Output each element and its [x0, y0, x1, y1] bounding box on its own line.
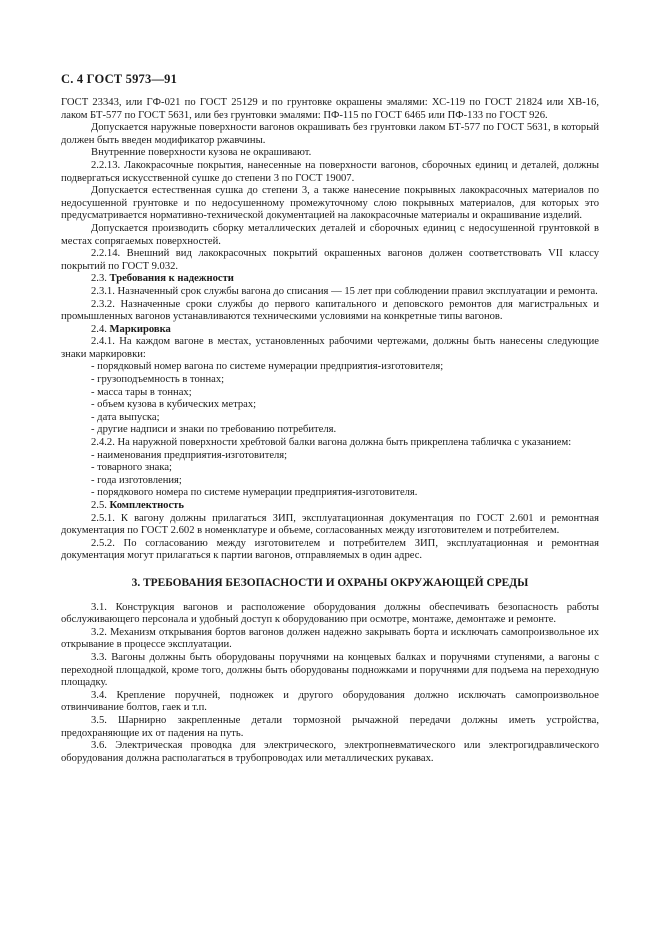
list-item: - масса тары в тоннах;: [91, 386, 192, 398]
paragraph: Внутренние поверхности кузова не окрашивают.: [91, 147, 312, 159]
list-item: - объем кузова в кубических метрах;: [91, 399, 257, 411]
list-item: - порядковый номер вагона по системе нумерации предприятия-изготовителя;: [91, 361, 444, 373]
subsection-2-3-heading: [61, 273, 599, 286]
paragraph: Допускается естественная сушка до степени 3, а также нанесение покрывных лакокрасочных материалов по недосушенной грунтовке и по недосушенному промежуточному слою покрывных материалов, для которых это предусматривается нормативно-технической документацией на лакокрасочные материалы и окрашивание изделий.: [61, 185, 599, 222]
list-item: - товарного знака;: [91, 462, 173, 474]
page-header: С. 4 ГОСТ 5973—91: [61, 72, 178, 86]
list-item: - наименования предприятия-изготовителя;: [91, 449, 288, 461]
subsection-number: 2.5.: [91, 500, 107, 511]
list-item: - порядкового номера по системе нумерации предприятия-изготовителя.: [91, 487, 418, 499]
paragraph-2-5-2: 2.5.2. По согласованию между изготовителем и потребителем ЗИП, эксплуатационная и ремонтная документация могут прилагаться к партии вагонов, отправляемых в один адрес.: [61, 537, 599, 562]
subsection-2-4-heading: [61, 324, 599, 337]
subsection-title: Требования к надежности: [109, 273, 234, 285]
list-item: - другие надписи и знаки по требованию потребителя.: [91, 424, 337, 436]
subsection-title: Маркировка: [109, 323, 171, 335]
paragraph-2-2-14: 2.2.14. Внешний вид лакокрасочных покрытий окрашенных вагонов должен соответствовать VII классу покрытий по ГОСТ 9.032.: [61, 248, 599, 272]
subsection-number: 2.4.: [91, 323, 107, 335]
list-item: - дата выпуска;: [91, 411, 160, 423]
paragraph-2-2-13: 2.2.13. Лакокрасочные покрытия, нанесенные на поверхности вагонов, сборочных единиц и деталей, должны подвергаться искусственной сушке до степени 3 по ГОСТ 19007.: [61, 159, 599, 184]
subsection-2-5-heading: [61, 500, 599, 513]
subsection-number: 2.3.: [91, 273, 107, 285]
paragraph-3-2: 3.2. Механизм открывания бортов вагонов должен надежно закрывать борта и исключать самопроизвольное их открывание в процессе эксплуатации.: [61, 626, 599, 651]
section-3-heading: 3. ТРЕБОВАНИЯ БЕЗОПАСНОСТИ И ОХРАНЫ ОКРУЖАЮЩЕЙ СРЕДЫ: [131, 576, 529, 589]
paragraph: Допускается производить сборку металлических деталей и сборочных единиц с недосушенной грунтовкой в местах сопрягаемых поверхностей.: [61, 222, 599, 247]
paragraph: Допускается наружные поверхности вагонов окрашивать без грунтовки лаком БТ-577 по ГОСТ 5631, в который должен быть введен модификатор ржавчины.: [61, 122, 599, 146]
paragraph-3-5: 3.5. Шарнирно закрепленные детали тормозной рычажной передачи должны иметь устройства, предохраняющие их от падения на путь.: [61, 714, 599, 739]
subsection-title: Комплектность: [109, 500, 184, 511]
paragraph-2-3-2: 2.3.2. Назначенные сроки службы до первого капитального и деповского ремонтов для магистральных и промышленных вагонов устанавливаются техническими условиями на конкретные типы вагонов.: [61, 298, 599, 323]
document-body: [61, 97, 599, 765]
paragraph-3-6: 3.6. Электрическая проводка для электрического, электропневматического или электрогидравлического оборудования должна располагаться в трубопроводах или металлических рукавах.: [61, 740, 599, 764]
paragraph-2-4-1: 2.4.1. На каждом вагоне в местах, установленных рабочими чертежами, должны быть нанесены следующие знаки маркировки:: [61, 336, 599, 360]
list-item: - года изготовления;: [91, 474, 182, 486]
paragraph-2-3-1: 2.3.1. Назначенный срок службы вагона до списания — 15 лет при соблюдении правил эксплуатации и ремонта.: [91, 285, 598, 297]
paragraph-3-4: 3.4. Крепление поручней, подножек и другого оборудования должно исключать самопроизвольное отвинчивание болтов, гаек и т.п.: [61, 689, 599, 714]
list-item: - грузоподъемность в тоннах;: [91, 374, 225, 386]
paragraph-3-3: 3.3. Вагоны должны быть оборудованы поручнями на концевых балках и поручнями ступенями, а вагоны с переходной площадкой, кроме того, должны быть оборудованы подножками и поручнями для подъема на переходную площадку.: [61, 651, 599, 689]
paragraph-2-5-1: 2.5.1. К вагону должны прилагаться ЗИП, эксплуатационная документация по ГОСТ 2.601 и ремонтная документация по ГОСТ 2.602 в номенклатуре и объеме, согласованных между изготовителем и потребителем.: [61, 512, 599, 537]
paragraph-2-4-2: 2.4.2. На наружной поверхности хребтовой балки вагона должна быть прикреплена табличка с указанием:: [91, 437, 572, 449]
paragraph: ГОСТ 23343, или ГФ-021 по ГОСТ 25129 и по грунтовке окрашены эмалями: ХС-119 по ГОСТ 21824 или ХВ-16, лаком БТ-577 по ГОСТ 5631, или без грунтовки эмалями: ПФ-115 по ГОСТ 6465 или ПФ-133 по ГОСТ 926.: [61, 97, 599, 121]
paragraph-3-1: 3.1. Конструкция вагонов и расположение оборудования должны обеспечивать безопасность работы обслуживающего персонала и удобный доступ к оборудованию при осмотре, монтаже, демонтаже и ремонте.: [61, 601, 599, 626]
